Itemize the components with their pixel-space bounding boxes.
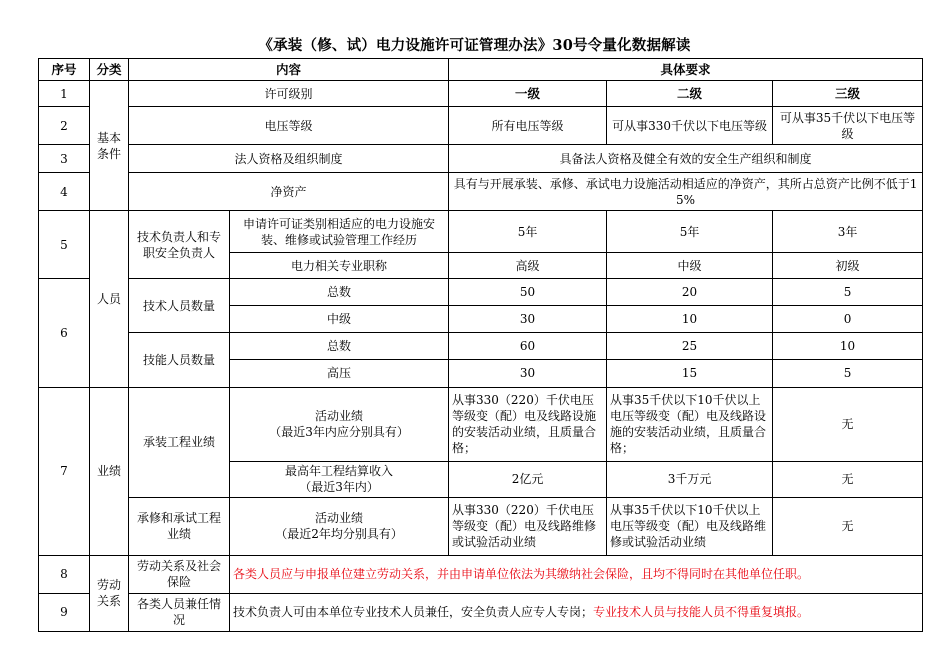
value-cell: 50 <box>449 279 607 306</box>
value-cell: 0 <box>773 306 923 333</box>
value-cell: 可从事330千伏以下电压等级 <box>607 107 773 145</box>
item-cell: 活动业绩 （最近2年均分别具有） <box>230 497 449 555</box>
value-cell: 30 <box>449 306 607 333</box>
table-row <box>39 211 923 253</box>
level-3-header: 三级 <box>773 81 923 107</box>
header-category: 分类 <box>90 59 129 81</box>
header-no: 序号 <box>39 59 90 81</box>
value-cell: 5 <box>773 360 923 387</box>
value-cell: 3千万元 <box>607 461 773 497</box>
sub-category-cell: 技能人员数量 <box>129 333 230 387</box>
table-row <box>39 279 923 306</box>
value-cell: 可从事35千伏以下电压等级 <box>773 107 923 145</box>
table-row <box>39 333 923 360</box>
value-cell: 10 <box>773 333 923 360</box>
row-no: 2 <box>39 107 90 145</box>
value-cell: 10 <box>607 306 773 333</box>
row-no: 9 <box>39 593 90 631</box>
value-cell: 具有与开展承装、承修、承试电力设施活动相适应的净资产，其所占总资产比例不低于15% <box>449 173 923 211</box>
value-cell: 5年 <box>607 211 773 253</box>
category-cell: 人员 <box>90 211 129 387</box>
row-no: 4 <box>39 173 90 211</box>
table-row <box>39 145 923 173</box>
row-no: 5 <box>39 211 90 279</box>
row-no: 8 <box>39 555 90 593</box>
value-cell: 25 <box>607 333 773 360</box>
value-cell: 3年 <box>773 211 923 253</box>
header-content: 内容 <box>129 59 449 81</box>
sub-category-cell: 技术负责人和专职安全负责人 <box>129 211 230 279</box>
header-requirement: 具体要求 <box>449 59 923 81</box>
row-no: 6 <box>39 279 90 387</box>
category-cell: 基本条件 <box>90 81 129 211</box>
sub-category-cell: 劳动关系及社会保险 <box>129 555 230 593</box>
value-cell: 各类人员应与申报单位建立劳动关系，并由申请单位依法为其缴纳社会保险，且均不得同时在其他单位任职。 <box>230 555 923 593</box>
table-row <box>39 387 923 461</box>
item-cell: 电压等级 <box>129 107 449 145</box>
value-cell: 无 <box>773 461 923 497</box>
value-cell <box>230 593 923 631</box>
item-cell: 高压 <box>230 360 449 387</box>
value-cell: 高级 <box>449 253 607 279</box>
sub-category-cell: 承装工程业绩 <box>129 387 230 497</box>
table-row <box>39 593 923 631</box>
table-row <box>39 173 923 211</box>
value-cell: 中级 <box>607 253 773 279</box>
value-cell: 20 <box>607 279 773 306</box>
row-no: 3 <box>39 145 90 173</box>
value-cell: 无 <box>773 387 923 461</box>
item-cell: 中级 <box>230 306 449 333</box>
table-row <box>39 497 923 555</box>
table-row <box>39 555 923 593</box>
value-cell: 2亿元 <box>449 461 607 497</box>
requirements-table <box>38 58 923 632</box>
item-cell: 最高年工程结算收入 （最近3年内） <box>230 461 449 497</box>
level-1-header: 一级 <box>449 81 607 107</box>
row-no: 1 <box>39 81 90 107</box>
category-cell: 业绩 <box>90 387 129 555</box>
sub-category-cell: 技术人员数量 <box>129 279 230 333</box>
value-cell: 从事35千伏以下10千伏以上电压等级变（配）电及线路维修或试验活动业绩 <box>607 497 773 555</box>
item-cell: 电力相关专业职称 <box>230 253 449 279</box>
level-2-header: 二级 <box>607 81 773 107</box>
value-cell: 具备法人资格及健全有效的安全生产组织和制度 <box>449 145 923 173</box>
header-row <box>39 59 923 81</box>
item-cell: 总数 <box>230 279 449 306</box>
value-cell: 无 <box>773 497 923 555</box>
item-cell: 总数 <box>230 333 449 360</box>
category-cell: 劳动关系 <box>90 555 129 631</box>
value-cell: 从事330（220）千伏电压等级变（配）电及线路维修或试验活动业绩 <box>449 497 607 555</box>
item-cell: 许可级别 <box>129 81 449 107</box>
value-cell: 5年 <box>449 211 607 253</box>
document-title: 《承装（修、试）电力设施许可证管理办法》30号令量化数据解读 <box>258 37 691 54</box>
value-cell: 所有电压等级 <box>449 107 607 145</box>
requirement-warning-text: 专业技术人员与技能人员不得重复填报。 <box>593 605 810 620</box>
item-cell: 申请许可证类别相适应的电力设施安装、维修或试验管理工作经历 <box>230 211 449 253</box>
value-cell: 5 <box>773 279 923 306</box>
table-row <box>39 81 923 107</box>
row-no: 7 <box>39 387 90 555</box>
value-cell: 从事35千伏以下10千伏以上电压等级变（配）电及线路设施的安装活动业绩，且质量合格； <box>607 387 773 461</box>
item-cell: 净资产 <box>129 173 449 211</box>
item-cell: 活动业绩 （最近3年内应分别具有） <box>230 387 449 461</box>
value-cell: 从事330（220）千伏电压等级变（配）电及线路设施的安装活动业绩，且质量合格； <box>449 387 607 461</box>
item-cell: 法人资格及组织制度 <box>129 145 449 173</box>
table-row <box>39 107 923 145</box>
requirement-text: 技术负责人可由本单位专业技术人员兼任，安全负责人应专人专岗； <box>233 605 594 620</box>
sub-category-cell: 各类人员兼任情况 <box>129 593 230 631</box>
value-cell: 初级 <box>773 253 923 279</box>
value-cell: 15 <box>607 360 773 387</box>
sub-category-cell: 承修和承试工程业绩 <box>129 497 230 555</box>
value-cell: 30 <box>449 360 607 387</box>
value-cell: 60 <box>449 333 607 360</box>
